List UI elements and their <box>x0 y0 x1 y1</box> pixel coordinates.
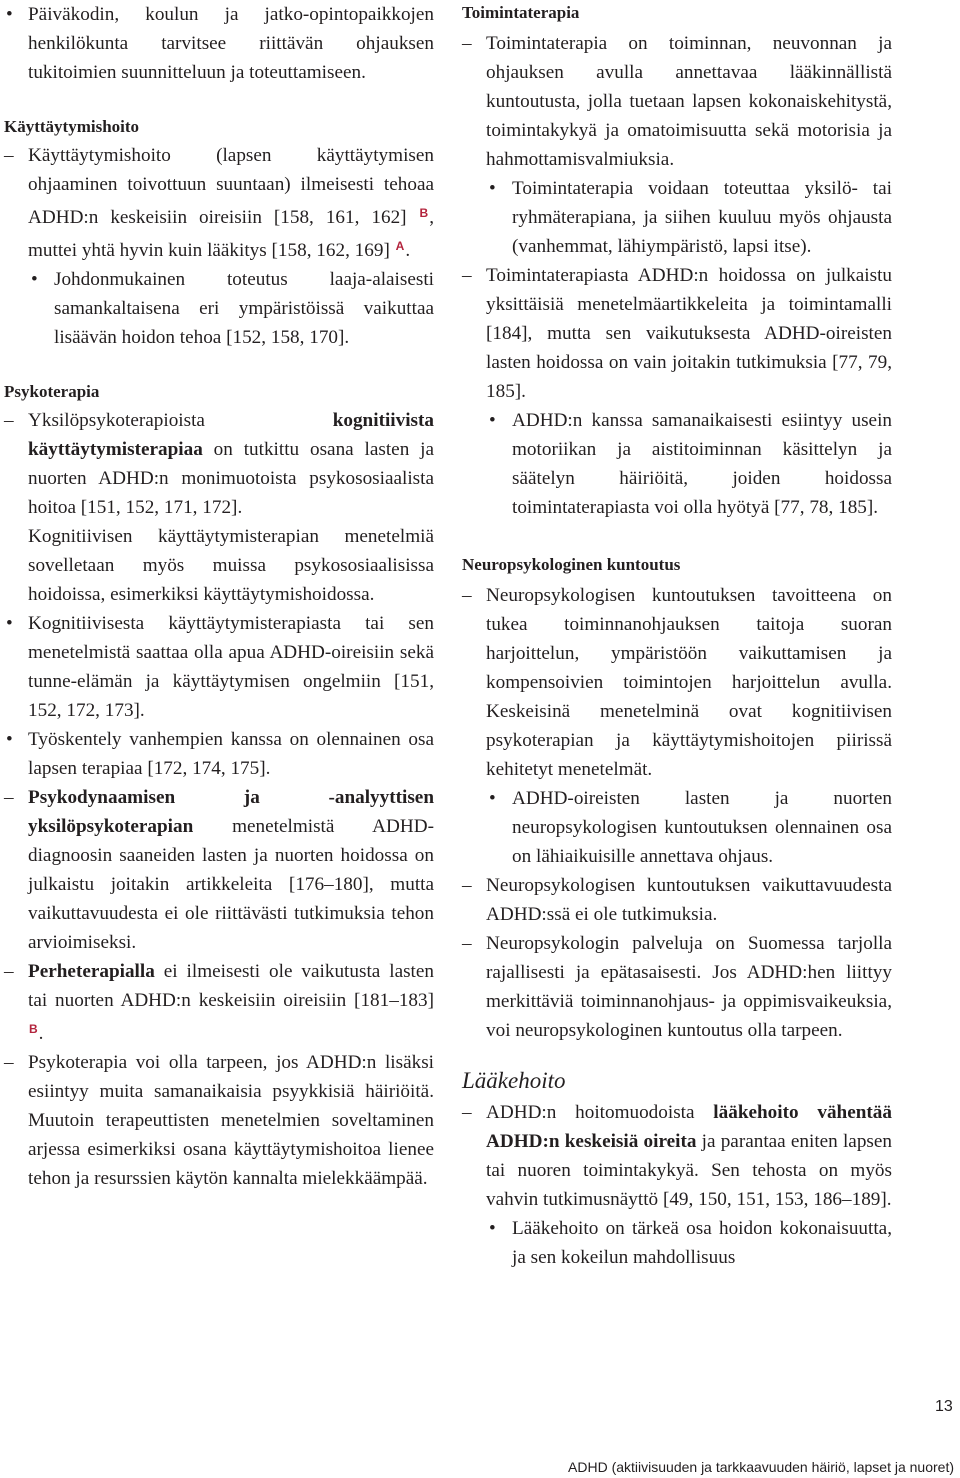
right-column <box>462 0 892 1272</box>
bullet-marker: • <box>31 269 38 290</box>
text-run: , muttei yhtä hyvin kuin lääkitys [158, 162, 169] <box>28 207 434 261</box>
dash-list-item <box>4 1048 434 1193</box>
dash-list-item <box>4 406 434 522</box>
dash-list-item <box>462 29 892 174</box>
text-run: ADHD-oireisten lasten ja nuorten neuropsykologisen kuntoutuksen olennainen osa on lähiaikuisille annettava ohjaus. <box>512 788 892 867</box>
text-run: Lääkehoito on tärkeä osa hoidon kokonaisuutta, ja sen kokeilun mahdollisuus <box>512 1218 892 1268</box>
dash-marker: – <box>4 145 14 166</box>
text-run: ADHD:n kanssa samanaikaisesti esiintyy usein motoriikan ja aistitoiminnan käsittelyn ja säätelyn häiriöitä, joiden hoidossa toimintaterapiasta voi olla hyötyä [77, 78, 185]. <box>512 410 892 518</box>
bold-text-run: Psykodynaamisen ja -analyyttisen yksilöpsykoterapian <box>28 787 434 837</box>
dash-marker: – <box>462 585 472 606</box>
bullet-list-item <box>462 784 892 871</box>
text-run: Toimintaterapiasta ADHD:n hoidossa on julkaistu yksittäisiä menetelmäartikkeleita ja toimintamalli [184], mutta sen vaikutuksesta ADHD-oireisten lasten hoidossa on vain joitakin tutkimuksia [77, 79, 185]. <box>486 265 892 402</box>
text-run: Neuropsykologin palveluja on Suomessa tarjolla rajallisesti ja epätasaisesti. Jos ADHD:hen liittyy merkittäviä toiminnanohjaus- ja oppimisvaikeuksia, voi neuropsykologinen kuntoutus olla tarpeen. <box>486 933 892 1041</box>
text-run: Psykoterapia voi olla tarpeen, jos ADHD:n lisäksi esiintyy muita samanaikaisia psyykkisiä häiriöitä. Muutoin terapeuttisten menetelmien soveltaminen arjessa esimerkiksi osana käyttäytymishoitoa lienee tehon ja resurssien käytön kannalta mielekkäämpää. <box>28 1052 434 1189</box>
page-number: 13 <box>935 1398 953 1415</box>
text-run: Toimintaterapia voidaan toteuttaa yksilö- tai ryhmäterapiana, ja siihen kuuluu myös ohjausta (vanhemmat, lähiympäristö, lapsi itse). <box>512 178 892 257</box>
bold-text-run: lääkehoito vähentää ADHD:n keskeisiä oireita <box>486 1102 892 1152</box>
text-run: . <box>38 1023 44 1044</box>
bold-text-run: Perheterapialla <box>28 961 155 982</box>
dash-marker: – <box>462 33 472 54</box>
bullet-list-item <box>462 1214 892 1272</box>
bold-text-run: kognitiivista käyttäytymisterapiaa <box>28 410 434 460</box>
bullet-list-item <box>462 174 892 261</box>
text-run: Käyttäytymishoito (lapsen käyttäytymisen ohjaaminen toivottuun suuntaan) ilmeisesti tehoaa ADHD:n keskeisiin oireisiin [158, 161, 162] <box>28 145 434 228</box>
dash-list-item <box>462 871 892 929</box>
bullet-list-item <box>462 406 892 522</box>
dash-list-item <box>462 1098 892 1214</box>
text-run: Neuropsykologisen kuntoutuksen tavoitteena on tukea toiminnanohjauksen taitoja suoran harjoittelun, ympäristöön vaikuttamisen ja kompensoivien toimintojen harjoittelun avulla. Keskeisinä menetelminä ovat kognitiivisen psykoterapian ja käyttäytymishoitojen piirissä kehitetyt menetelmät. <box>486 585 892 780</box>
text-run: Kognitiivisen käyttäytymisterapian menetelmiä sovelletaan myös muissa psykososiaalisissa hoidoissa, esimerkiksi käyttäytymishoidossa. <box>28 526 434 605</box>
left-column <box>4 0 434 1193</box>
dash-marker: – <box>4 410 14 431</box>
dash-list-item <box>462 261 892 406</box>
dash-marker: – <box>4 961 14 982</box>
dash-list-item <box>4 957 434 1048</box>
text-run: ja parantaa eniten lapsen tai nuoren toimintakykyä. Sen tehosta on myös vahvin tutkimusnäyttö [49, 150, 151, 153, 186–189]. <box>486 1131 892 1210</box>
evidence-grade-badge: B <box>29 1022 38 1036</box>
text-run: Johdonmukainen toteutus laaja-alaisesti samankaltaisena eri ympäristöissä vaikuttaa lisäävän hoidon tehoa [152, 158, 170]. <box>54 269 434 348</box>
text-run: Työskentely vanhempien kanssa on olennainen osa lapsen terapiaa [172, 174, 175]. <box>28 729 434 779</box>
bullet-marker: • <box>6 729 13 750</box>
text-run: on tutkittu osana lasten ja nuorten ADHD:n monimuotoista psykososiaalista hoitoa [151, 152, 171, 172]. <box>28 439 434 518</box>
text-run: ei ilmeisesti ole vaikutusta lasten tai nuorten ADHD:n keskeisiin oireisiin [181–183] <box>28 961 434 1011</box>
evidence-grade-badge: B <box>419 206 429 220</box>
bullet-list-item <box>4 609 434 725</box>
text-run: Yksilöpsykoterapioista <box>28 410 333 431</box>
text-run: Toimintaterapia on toiminnan, neuvonnan ja ohjauksen avulla annettavaa lääkinnällistä kuntoutusta, jolla tuetaan lapsen kokonaiskehitystä, toimintakykyä ja omatoimisuutta sekä motorisia ja hahmottamisvalmiuksia. <box>486 33 892 170</box>
bullet-marker: • <box>489 788 496 809</box>
bullet-marker: • <box>489 178 496 199</box>
bullet-marker: • <box>6 613 13 634</box>
evidence-grade-badge: A <box>395 239 405 253</box>
text-run: menetelmistä ADHD-diagnoosin saaneiden lasten ja nuorten hoidossa on julkaistu joitakin artikkeleita [176–180], mutta vaikuttavuudesta ei ole riittävästi tutkimuksia tehon arvioimiseksi. <box>28 816 434 953</box>
dash-marker: – <box>462 1102 472 1123</box>
text-run: Kognitiivisesta käyttäytymisterapiasta tai sen menetelmistä saattaa olla apua ADHD-oireisiin sekä tunne-elämän ja käyttäytymisen ongelmiin [151, 152, 172, 173]. <box>28 613 434 721</box>
dash-list-item <box>462 581 892 784</box>
running-footer: ADHD (aktiivisuuden ja tarkkaavuuden häiriö, lapset ja nuoret) <box>568 1459 954 1475</box>
dash-marker: – <box>462 933 472 954</box>
section-heading: Neuropsykologinen kuntoutus <box>462 555 681 574</box>
dash-list-item <box>4 783 434 957</box>
dash-list-item <box>4 141 434 265</box>
chapter-heading: Lääkehoito <box>462 1068 566 1093</box>
dash-marker: – <box>4 1052 14 1073</box>
text-run: ADHD:n hoitomuodoista <box>486 1102 714 1123</box>
dash-marker: – <box>462 265 472 286</box>
section-heading: Käyttäytymishoito <box>4 117 140 136</box>
bullet-marker: • <box>489 1218 496 1239</box>
text-run: Päiväkodin, koulun ja jatko-opintopaikkojen henkilökunta tarvitsee riittävän ohjauksen tukitoimien suunnitteluun ja toteuttamiseen. <box>28 4 434 83</box>
text-run: . <box>405 240 411 261</box>
section-heading: Psykoterapia <box>4 382 100 401</box>
dash-marker: – <box>462 875 472 896</box>
section-heading: Toimintaterapia <box>462 3 580 22</box>
bullet-marker: • <box>489 410 496 431</box>
bullet-list-item <box>4 265 434 352</box>
text-run: Neuropsykologisen kuntoutuksen vaikuttavuudesta ADHD:ssä ei ole tutkimuksia. <box>486 875 892 925</box>
paragraph <box>4 522 434 609</box>
dash-list-item <box>462 929 892 1045</box>
bullet-list-item <box>4 725 434 783</box>
dash-marker: – <box>4 787 14 808</box>
bullet-marker: • <box>6 4 13 25</box>
bullet-list-item <box>4 0 434 87</box>
